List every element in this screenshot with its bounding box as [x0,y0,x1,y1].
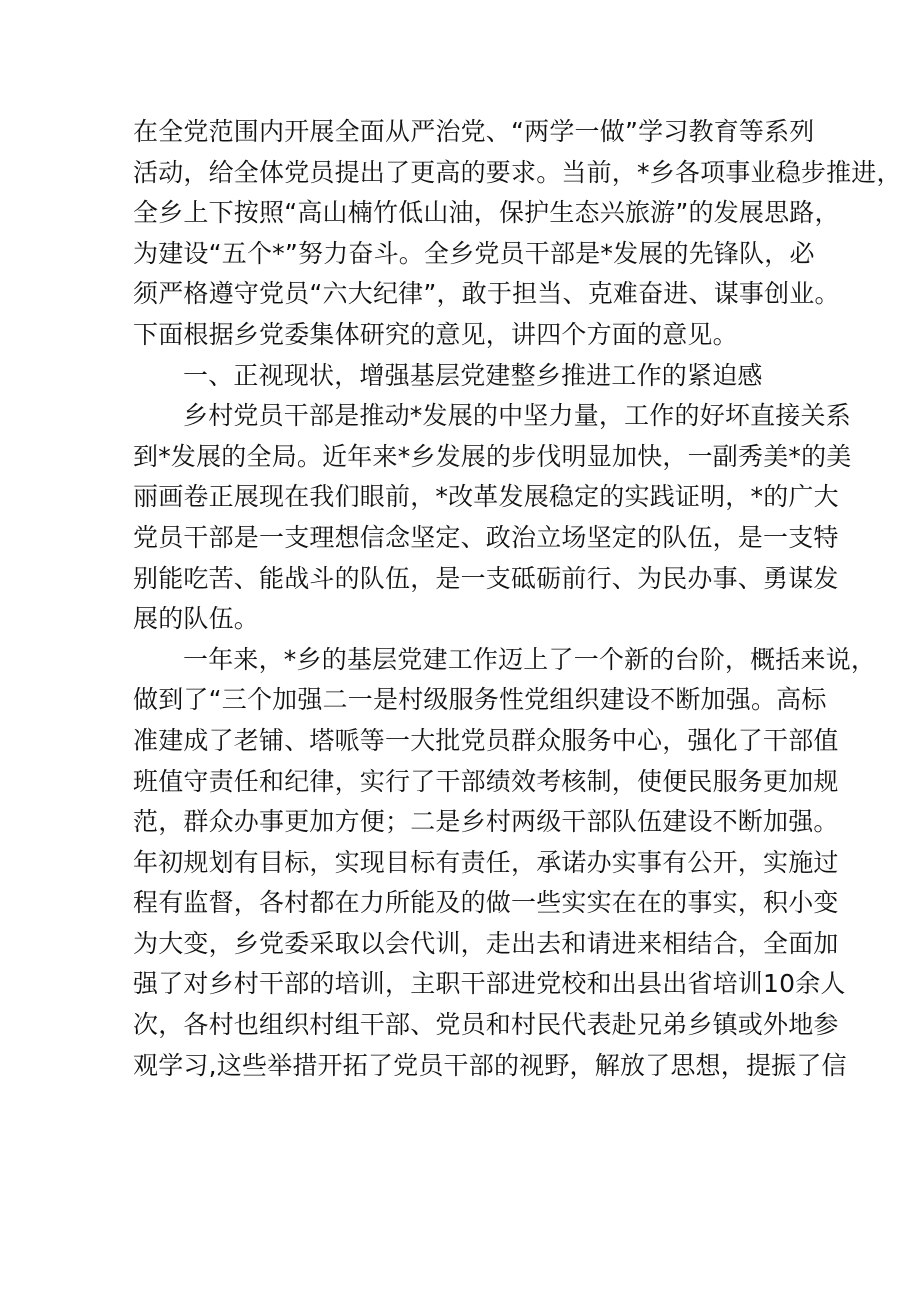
text-line: 丽画卷正展现在我们眼前，*改革发展稳定的实践证明，*的广大 [133,482,839,512]
text-line: 程有监督，各村都在力所能及的做一些实实在在的事实，积小变 [133,888,839,918]
text-line: 全乡上下按照“高山楠竹低山油，保护生态兴旅游”的发展思路， [133,198,840,228]
body-paragraph [133,640,877,1087]
text-line: 活动，给全体党员提出了更高的要求。当前，*乡各项事业稳步推进， [133,157,902,187]
text-line: 在全党范围内开展全面从严治党、“两学一做”学习教育等系列 [133,117,815,146]
text-line: 次，各村也组织村组干部、党员和村民代表赴兄弟乡镇或外地参 [133,1010,839,1040]
text-line: 准建成了老铺、塔哌等一大批党员群众服务中心，强化了干部值 [133,725,839,755]
text-line: 强了对乡村干部的培训，主职干部进党校和出县出省培训10余人 [133,969,846,999]
text-line: 范，群众办事更加方便；二是乡村两级干部队伍建设不断加强。 [133,807,839,837]
text-line: 乡村党员干部是推动*发展的中坚力量，工作的好坏直接关系 [183,401,851,431]
text-line: 做到了“三个加强二一是村级服务性党组织建设不断加强。高标 [133,685,827,715]
text-line: 展的队伍。 [133,604,260,634]
text-line: 一年来，*乡的基层党建工作迈上了一个新的台阶，概括来说， [183,644,877,674]
text-line: 到*发展的全局。近年来*乡发展的步伐明显加快，一副秀美*的美 [133,441,852,471]
text-line: 别能吃苦、能战斗的队伍，是一支砥砺前行、为民办事、勇谋发 [133,563,839,593]
section-heading [133,356,807,397]
body-paragraph [133,112,902,356]
text-line: 为大变，乡党委采取以会代训，走出去和请进来相结合，全面加 [133,928,839,958]
text-line: 须严格遵守党员“六大纪律”，敢于担当、克难奋进、谋事创业。 [133,279,840,309]
text-line: 为建设“五个*”努力奋斗。全乡党员干部是*发展的先锋队，必 [133,238,815,268]
text-line: 观学习,这些举措开拓了党员干部的视野，解放了思想，提振了信 [133,1050,847,1080]
text-line: 党员干部是一支理想信念坚定、政治立场坚定的队伍，是一支特 [133,522,839,552]
text-line: 下面根据乡党委集体研究的意见，讲四个方面的意见。 [133,319,738,349]
body-paragraph [133,396,852,640]
text-line: 一、正视现状，增强基层党建整乡推进工作的紧迫感 [183,360,763,390]
text-line: 班值守责任和纪律，实行了干部绩效考核制，使便民服务更加规 [133,766,839,796]
document-body [133,112,902,1086]
text-line: 年初规划有目标，实现目标有责任，承诺办实事有公开，实施过 [133,847,839,877]
